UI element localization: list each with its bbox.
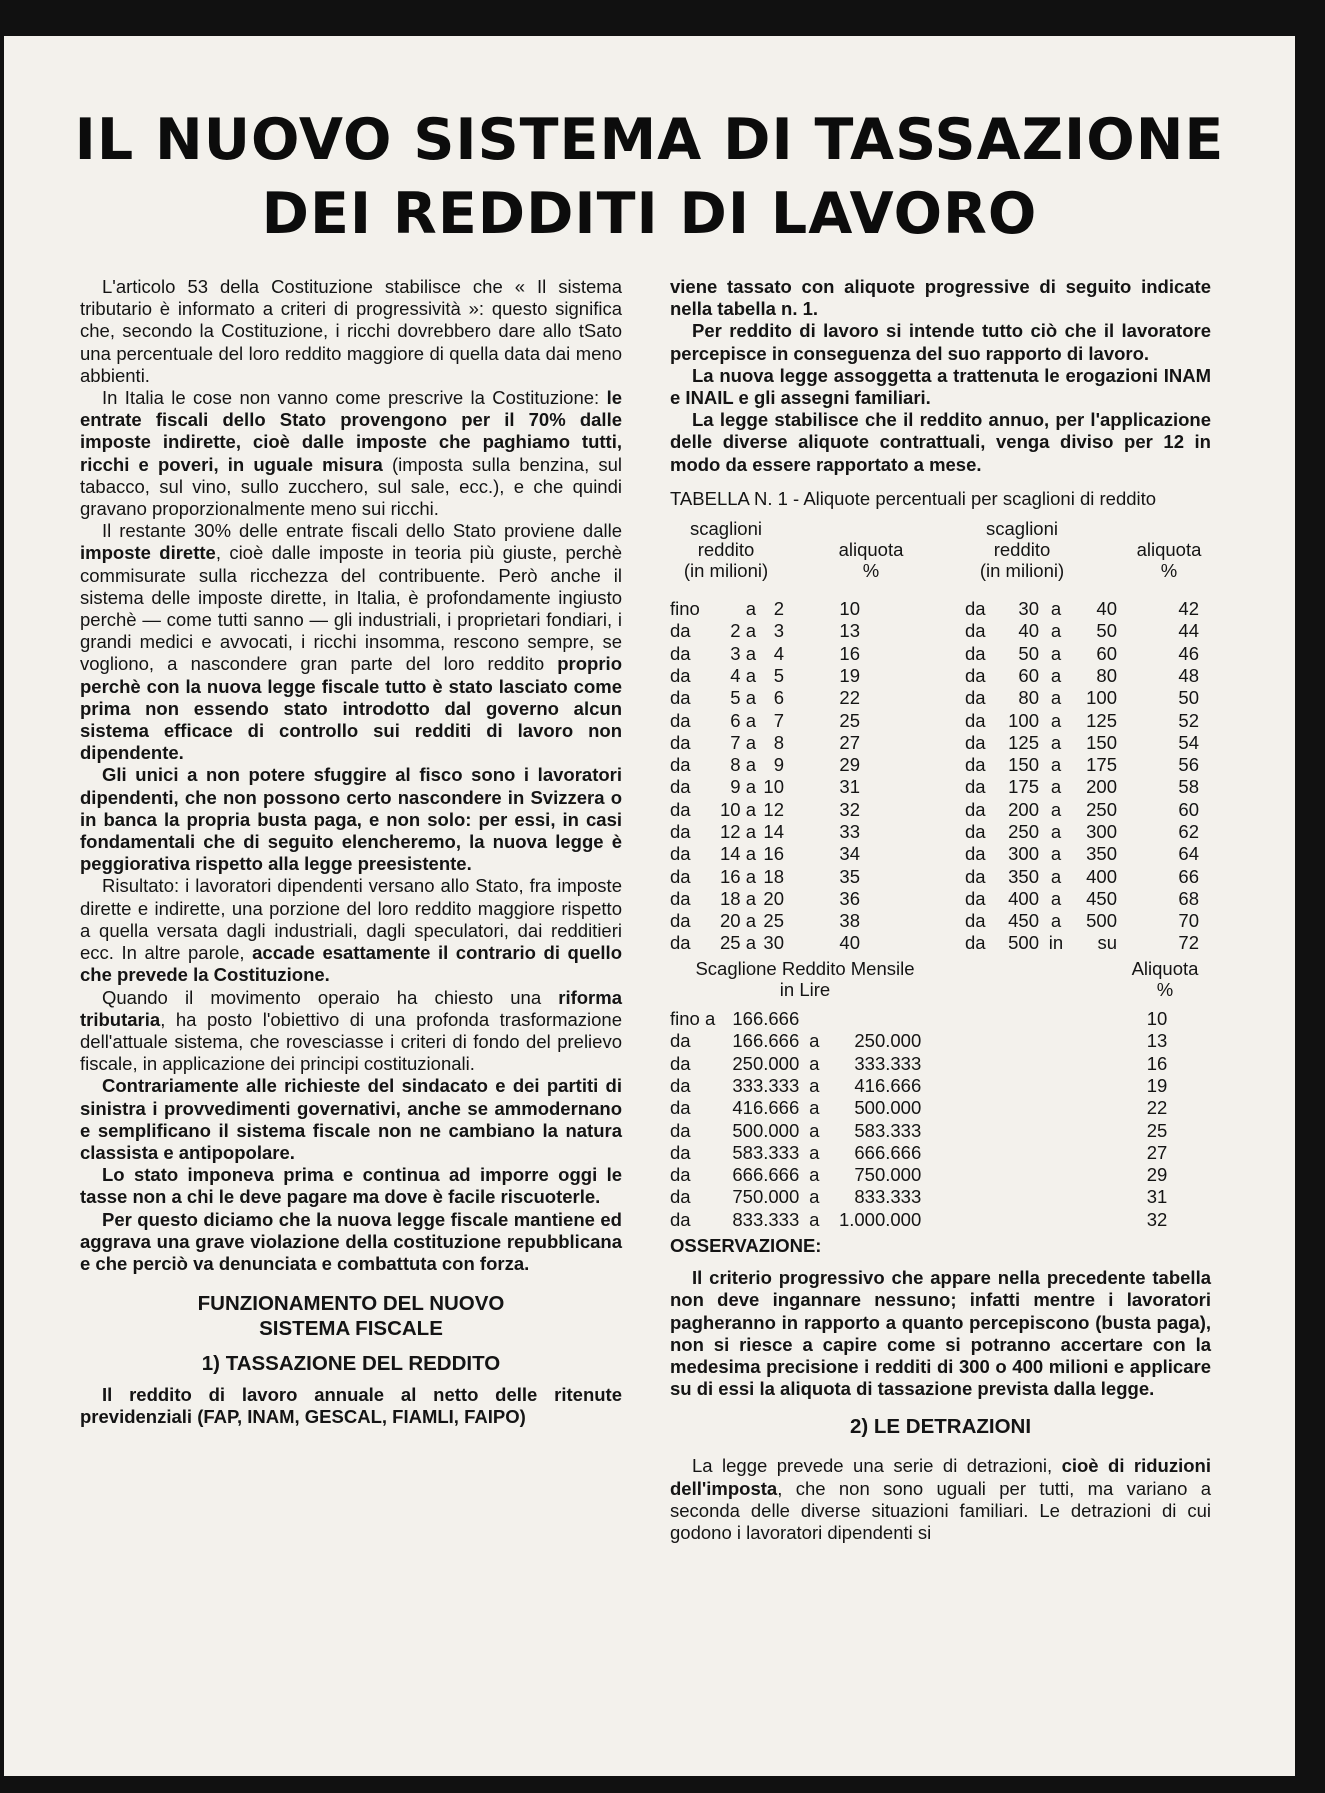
rate-cell: 40: [839, 932, 860, 954]
table-row: [670, 1142, 1167, 1164]
range-to: 10: [763, 776, 784, 798]
range-prefix: da: [670, 1164, 691, 1186]
range-prefix: da: [670, 1186, 691, 1208]
range-prefix: da: [670, 821, 691, 842]
range-to: 250: [1086, 798, 1117, 820]
table-row: [965, 799, 1199, 821]
table-row: [670, 687, 860, 709]
table-row: [965, 843, 1199, 865]
right-paragraph-4: La legge stabilisce che il reddito annuo, per l'applicazione delle diverse aliquote contrattuali, venga diviso per 12 in modo da essere rapportato a mese.: [670, 409, 1211, 475]
rate-cell: 42: [1178, 598, 1199, 620]
range-sep: a: [1050, 887, 1062, 909]
rate-cell: 29: [839, 754, 860, 776]
range-to: 12: [763, 798, 784, 820]
table-row: [670, 1186, 1167, 1208]
table-row: [670, 821, 860, 843]
range-from: 200: [1008, 798, 1039, 820]
range-prefix: da: [670, 1074, 691, 1096]
table-row: [670, 665, 860, 687]
range-from: 450: [1008, 910, 1039, 932]
rate-cell: 50: [1178, 687, 1199, 709]
range-from: 6 a: [730, 709, 756, 731]
range-from: 25 a: [719, 932, 756, 954]
range-prefix: da: [670, 1208, 691, 1230]
table-row: [670, 799, 860, 821]
table-row: [965, 620, 1199, 642]
range-prefix: fino: [670, 598, 700, 620]
table-row: [670, 910, 860, 932]
table-row: [670, 866, 860, 888]
table-row: [965, 710, 1199, 732]
table-row: [965, 665, 1199, 687]
range-to: 20: [763, 887, 784, 909]
range-to: 200: [1086, 776, 1117, 798]
range-from: 9 a: [730, 776, 756, 798]
table1-right: [965, 598, 1199, 955]
range-prefix: da: [965, 709, 986, 731]
range-to: 16: [763, 843, 784, 865]
spacer-cell: [784, 732, 820, 754]
range-prefix: da: [965, 731, 986, 753]
table-row: [965, 643, 1199, 665]
range-from: 300: [1008, 843, 1039, 865]
table-row: [670, 1120, 1167, 1142]
range-to: 7: [773, 709, 784, 731]
range-sep: a: [1050, 731, 1062, 753]
range-to: 3: [773, 620, 784, 642]
range-prefix: da: [670, 887, 691, 909]
range-to: 300: [1086, 821, 1117, 842]
rate-cell: 68: [1178, 887, 1199, 909]
table-row: [670, 710, 860, 732]
range-sep: [799, 1008, 829, 1030]
range-prefix: da: [670, 642, 691, 664]
range-sep: a: [809, 1097, 820, 1119]
range-prefix: da: [670, 731, 691, 753]
range-to: 125: [1086, 709, 1117, 731]
rate-cell: 25: [1146, 1119, 1168, 1141]
range-prefix: da: [670, 932, 691, 954]
range-to: 30: [763, 932, 784, 954]
range-to: 750.000: [854, 1164, 922, 1186]
range-to: 80: [1096, 664, 1117, 686]
range-from: 100: [1008, 709, 1039, 731]
rate-cell: 29: [1146, 1164, 1168, 1186]
paragraph-7: Contrariamente alle richieste del sindacato e dei partiti di sinistra i provvedimenti governativi, anche se ammodernano e semplificano il sistema fiscale non ne cambiano la natura classista e antipopolare.: [80, 1075, 622, 1163]
range-sep: a: [809, 1208, 820, 1230]
range-from: 500: [1008, 932, 1039, 954]
paragraph-4: Gli unici a non potere sfuggire al fisco sono i lavoratori dipendenti, che non possono certo nascondere in Svizzera o in banca la propria busta paga, e non solo: per essi, in casi fondamentali che di seguito elencheremo, la nuova legge è peggiorativa rispetto alla legge preesistente.: [80, 764, 622, 875]
range-sep: a: [809, 1030, 820, 1052]
range-from: 750.000: [732, 1186, 800, 1208]
spacer-cell: [784, 888, 820, 910]
range-to: 50: [1096, 620, 1117, 642]
rate-cell: 54: [1178, 731, 1199, 753]
right-paragraph-1: viene tassato con aliquote progressive di seguito indicate nella tabella n. 1.: [670, 276, 1211, 320]
range-from: 350: [1008, 865, 1039, 887]
paragraph-6: Quando il movimento operaio ha chiesto una riforma tributaria, ha posto l'obiettivo di una profonda trasformazione dell'attuale sistema, che rovesciasse i criteri di fondo del prelievo fiscale, in applicazione dei principi costituzionali.: [80, 986, 622, 1075]
range-prefix: da: [670, 1052, 691, 1074]
range-from: 416.666: [732, 1097, 800, 1119]
rate-cell: 19: [839, 664, 860, 686]
range-to: 14: [763, 821, 784, 842]
range-prefix: da: [670, 776, 691, 798]
rate-cell: 34: [839, 843, 860, 865]
paragraph-3: Il restante 30% delle entrate fiscali dello Stato proviene dalle imposte dirette, cioè dalle imposte in teoria più giuste, perchè commisurate sulla ricchezza del contribuente. Però anche il sistema delle imposte dirette, in Italia, è profondamente ingiusto perchè — come tutti sanno — gli industriali, i proprietari fondiari, i grandi medici e avvocati, i ricchi insomma, rescono sempre, se vogliono, a nascondere gran parte del loro reddito proprio perchè con la nuova legge fiscale tutto è stato lasciato come prima non essendo stato introdotto dal governo alcun sistema efficace di controllo sui redditi di lavoro non dipendente.: [80, 520, 623, 764]
range-to: 500: [1086, 910, 1117, 932]
range-prefix: da: [670, 709, 691, 731]
range-to: 25: [763, 910, 784, 932]
right-column: [670, 276, 1211, 1544]
range-prefix: fino a: [670, 1008, 716, 1030]
range-to: 666.666: [854, 1141, 922, 1163]
range-prefix: da: [965, 620, 986, 642]
range-from: 18 a: [719, 887, 756, 909]
table1-body: [670, 598, 1211, 958]
range-to: 450: [1086, 887, 1117, 909]
table-row: [670, 1030, 1167, 1052]
table-row: [965, 910, 1199, 932]
rate-cell: 27: [1146, 1141, 1168, 1163]
range-prefix: da: [965, 754, 986, 776]
range-sep: a: [1050, 843, 1062, 865]
range-to: 8: [773, 731, 784, 753]
table-row: [965, 932, 1199, 954]
range-from: 50: [1018, 642, 1039, 664]
range-sep: a: [1050, 620, 1062, 642]
rate-cell: 22: [839, 687, 860, 709]
spacer-cell: [784, 866, 820, 888]
spacer-cell: [784, 843, 820, 865]
table-row: [670, 1164, 1167, 1186]
range-from: 80: [1018, 687, 1039, 709]
range-prefix: da: [965, 843, 986, 865]
table-row: [670, 598, 860, 620]
range-to: 416.666: [854, 1074, 922, 1096]
table-row: [965, 732, 1199, 754]
rate-cell: 31: [1146, 1186, 1168, 1208]
left-column: [80, 276, 622, 1429]
table-row: [670, 776, 860, 798]
range-from: a: [745, 598, 756, 620]
spacer-cell: [784, 754, 820, 776]
document-sheet: [4, 36, 1295, 1776]
range-prefix: da: [965, 642, 986, 664]
range-sep: a: [1050, 664, 1062, 686]
range-from: 166.666: [732, 1030, 800, 1052]
range-to: 2: [773, 598, 784, 620]
table-row: [670, 620, 860, 642]
rate-cell: 16: [1146, 1052, 1168, 1074]
rate-cell: 56: [1178, 754, 1199, 776]
rate-cell: 16: [839, 642, 860, 664]
range-from: 8 a: [730, 754, 756, 776]
table-caption: TABELLA N. 1 - Aliquote percentuali per scaglioni di reddito: [670, 487, 1157, 509]
rate-cell: 64: [1178, 843, 1199, 865]
table1-header: scaglioni reddito (in milioni) aliquota % scaglioni reddito (in milioni) aliquota %: [683, 518, 1202, 582]
osservazione-text: Il criterio progressivo che appare nella precedente tabella non deve ingannare nessuno; infatti mentre i lavoratori pagheranno in rapporto a quanto percepiscono (busta paga), non si riesce a capire come si potranno accertare con la medesima precisione i redditi di 300 o 400 milioni e applicare su di essi la aliquota di tassazione prevista dalla legge.: [670, 1267, 1211, 1400]
rate-cell: 60: [1178, 798, 1199, 820]
range-prefix: da: [965, 798, 986, 820]
section-heading-funzionamento: FUNZIONAMENTO DEL NUOVO: [197, 1292, 505, 1316]
range-to: 350: [1086, 843, 1117, 865]
range-from: 250.000: [732, 1052, 800, 1074]
table2-header: Scaglione Reddito Mensile in Lire Aliquota %: [695, 958, 1199, 1001]
range-sep: a: [809, 1164, 820, 1186]
section-heading-sistema-fiscale: SISTEMA FISCALE: [259, 1317, 443, 1341]
spacer-cell: [784, 776, 820, 798]
page-edge: [1283, 36, 1295, 1776]
range-from: 60: [1018, 664, 1039, 686]
range-prefix: da: [670, 843, 691, 865]
range-to: 60: [1096, 642, 1117, 664]
rate-cell: 13: [839, 620, 860, 642]
range-prefix: da: [670, 1119, 691, 1141]
range-to: 18: [763, 865, 784, 887]
range-prefix: da: [965, 865, 986, 887]
table-row: [965, 776, 1199, 798]
range-to: su: [1097, 932, 1117, 954]
range-sep: a: [1050, 776, 1062, 798]
table-row: [670, 888, 860, 910]
table-row: [965, 598, 1199, 620]
range-to: 833.333: [854, 1186, 922, 1208]
range-prefix: da: [670, 798, 691, 820]
range-sep: a: [1050, 709, 1062, 731]
range-from: 150: [1008, 754, 1039, 776]
range-to: 333.333: [854, 1052, 922, 1074]
spacer-cell: [784, 665, 820, 687]
table2: [670, 1008, 1167, 1231]
range-to: 500.000: [854, 1097, 922, 1119]
title-line-1: IL NUOVO SISTEMA DI TASSAZIONE: [74, 107, 1225, 173]
range-to: 583.333: [854, 1119, 922, 1141]
range-to: 6: [773, 687, 784, 709]
table-row: [670, 1209, 1167, 1231]
table-row: [670, 1097, 1167, 1119]
range-from: 250: [1008, 821, 1039, 842]
rate-cell: 10: [1146, 1008, 1168, 1030]
range-sep: a: [809, 1119, 820, 1141]
title-line-2: DEI REDDITI DI LAVORO: [261, 181, 1038, 247]
table-row: [965, 866, 1199, 888]
range-sep: a: [809, 1141, 820, 1163]
range-from: 583.333: [732, 1141, 800, 1163]
range-prefix: da: [670, 865, 691, 887]
rate-cell: 72: [1178, 932, 1199, 954]
range-from: 7 a: [730, 731, 756, 753]
rate-cell: 70: [1178, 910, 1199, 932]
paragraph-5: Risultato: i lavoratori dipendenti versano allo Stato, fra imposte dirette e indirette, una porzione del loro reddito maggiore rispetto a quella versata dagli industriali, dagli speculatori, dai redditieri ecc. In altre parole, accade esattamente il contrario di quello che prevede la Costituzione.: [80, 875, 622, 986]
spacer-cell: [784, 687, 820, 709]
range-sep: a: [1050, 798, 1062, 820]
rate-cell: 10: [839, 598, 860, 620]
range-to: 400: [1086, 865, 1117, 887]
range-to: 40: [1096, 598, 1117, 620]
range-sep: a: [1050, 821, 1062, 842]
range-to: 9: [773, 754, 784, 776]
range-from: 16 a: [719, 865, 756, 887]
intro-paragraph: L'articolo 53 della Costituzione stabilisce che « Il sistema tributario è informato a criteri di progressività »: questo significa che, secondo la Costituzione, i ricchi dovrebbero dare allo tSato una percentuale del loro reddito maggiore di quella data dai meno abbienti.: [80, 276, 622, 386]
table-row: [965, 888, 1199, 910]
range-prefix: da: [965, 598, 986, 620]
range-prefix: da: [965, 932, 986, 954]
table-row: [670, 643, 860, 665]
range-sep: a: [809, 1186, 820, 1208]
table-row: [965, 821, 1199, 843]
spacer-cell: [784, 821, 820, 843]
range-from: 20 a: [719, 910, 756, 932]
range-from: 500.000: [732, 1119, 800, 1141]
rate-cell: 35: [839, 865, 860, 887]
range-from: 14 a: [719, 843, 756, 865]
table-row: [965, 687, 1199, 709]
spacer-cell: [784, 932, 820, 954]
range-prefix: da: [965, 776, 986, 798]
range-to: [829, 1008, 921, 1030]
section-heading-detrazioni: 2) LE DETRAZIONI: [849, 1415, 1032, 1439]
range-sep: a: [1050, 865, 1062, 887]
spacer-cell: [784, 643, 820, 665]
range-from: 40: [1018, 620, 1039, 642]
rate-cell: 32: [839, 798, 860, 820]
range-prefix: da: [965, 887, 986, 909]
paragraph-9: Per questo diciamo che la nuova legge fiscale mantiene ed aggrava una grave violazione della costituzione repubblicana e che perciò va denunciata e combattuta con forza.: [80, 1208, 622, 1274]
paragraph-10: Il reddito di lavoro annuale al netto delle ritenute previdenziali (FAP, INAM, GESCAL, FIAMLI, FAIPO): [80, 1384, 622, 1428]
range-from: 3 a: [730, 642, 756, 664]
rate-cell: 25: [839, 709, 860, 731]
range-sep: a: [809, 1052, 820, 1074]
range-from: 10 a: [719, 798, 756, 820]
range-sep: a: [1050, 910, 1062, 932]
range-from: 175: [1008, 776, 1039, 798]
right-paragraph-2: Per reddito di lavoro si intende tutto ciò che il lavoratore percepisce in conseguenza del suo rapporto di lavoro.: [670, 320, 1211, 364]
rate-cell: 44: [1178, 620, 1199, 642]
range-from: 833.333: [732, 1208, 800, 1230]
spacer-cell: [784, 598, 820, 620]
range-from: 666.666: [732, 1164, 800, 1186]
table-row: [670, 1053, 1167, 1075]
range-from: 400: [1008, 887, 1039, 909]
rate-cell: 66: [1178, 865, 1199, 887]
range-prefix: da: [670, 1097, 691, 1119]
range-from: 166.666: [732, 1008, 800, 1030]
range-prefix: da: [965, 821, 986, 842]
range-prefix: da: [965, 687, 986, 709]
range-to: 5: [773, 664, 784, 686]
rate-cell: 48: [1178, 664, 1199, 686]
spacer-cell: [784, 710, 820, 732]
range-from: 333.333: [732, 1074, 800, 1096]
spacer-cell: [784, 799, 820, 821]
rate-cell: 32: [1146, 1208, 1168, 1230]
table1-left: [670, 598, 860, 955]
range-sep: in: [1048, 932, 1064, 954]
range-prefix: da: [670, 1030, 691, 1052]
rate-cell: 27: [839, 731, 860, 753]
range-prefix: da: [670, 910, 691, 932]
table-row: [670, 932, 860, 954]
range-sep: a: [1050, 642, 1062, 664]
rate-cell: 31: [839, 776, 860, 798]
range-to: 4: [773, 642, 784, 664]
range-sep: a: [1050, 598, 1062, 620]
range-from: 125: [1008, 731, 1039, 753]
range-to: 250.000: [854, 1030, 922, 1052]
table-row: [670, 732, 860, 754]
range-sep: a: [1050, 687, 1062, 709]
range-sep: a: [1050, 754, 1062, 776]
rate-cell: 52: [1178, 709, 1199, 731]
spacer-cell: [784, 910, 820, 932]
range-prefix: da: [670, 620, 691, 642]
rate-cell: 62: [1178, 821, 1199, 842]
spacer-cell: [784, 620, 820, 642]
paragraph-8: Lo stato imponeva prima e continua ad imporre oggi le tasse non a chi le deve pagare ma dove è facile riscuoterle.: [80, 1164, 622, 1208]
rate-cell: 19: [1146, 1074, 1168, 1096]
range-sep: a: [809, 1074, 820, 1096]
range-to: 150: [1086, 731, 1117, 753]
range-prefix: da: [670, 664, 691, 686]
range-prefix: da: [670, 1141, 691, 1163]
detrazioni-paragraph: La legge prevede una serie di detrazioni, cioè di riduzioni dell'imposta, che non sono uguali per tutti, ma variano a seconda delle diverse situazioni familiari. Le detrazioni di cui godono i lavoratori dipendenti si: [670, 1455, 1211, 1544]
section-heading-tassazione: 1) TASSAZIONE DEL REDDITO: [201, 1352, 501, 1376]
rate-cell: 33: [839, 821, 860, 842]
paragraph-2: In Italia le cose non vanno come prescrive la Costituzione: le entrate fiscali dello Stato provengono per il 70% dalle imposte indirette, cioè dalle imposte che paghiamo tutti, ricchi e poveri, in uguale misura (imposta sulla benzina, sul tabacco, sul vino, sullo zucchero, sul sale, ecc.), e che quindi gravano proporzionalmente meno sui ricchi.: [80, 387, 623, 520]
range-from: 5 a: [730, 687, 756, 709]
table-row: [670, 1008, 1167, 1030]
rate-cell: 13: [1146, 1030, 1168, 1052]
range-to: 175: [1086, 754, 1117, 776]
range-from: 2 a: [730, 620, 756, 642]
osservazione-title: OSSERVAZIONE:: [670, 1235, 822, 1256]
right-paragraph-3: La nuova legge assoggetta a trattenuta le erogazioni INAM e INAIL e gli assegni familiari.: [670, 364, 1211, 409]
range-prefix: da: [670, 687, 691, 709]
rate-cell: 38: [839, 910, 860, 932]
table-row: [965, 754, 1199, 776]
table-row: [670, 754, 860, 776]
range-from: 30: [1018, 598, 1039, 620]
range-prefix: da: [965, 910, 986, 932]
rate-cell: 36: [839, 887, 860, 909]
range-from: 12 a: [719, 821, 756, 842]
rate-cell: 58: [1178, 776, 1199, 798]
range-to: 100: [1086, 687, 1117, 709]
range-from: 4 a: [730, 664, 756, 686]
rate-cell: 46: [1178, 642, 1199, 664]
table-row: [670, 1075, 1167, 1097]
range-to: 1.000.000: [838, 1208, 922, 1230]
range-prefix: da: [965, 664, 986, 686]
range-prefix: da: [670, 754, 691, 776]
rate-cell: 22: [1146, 1097, 1168, 1119]
table-row: [670, 843, 860, 865]
